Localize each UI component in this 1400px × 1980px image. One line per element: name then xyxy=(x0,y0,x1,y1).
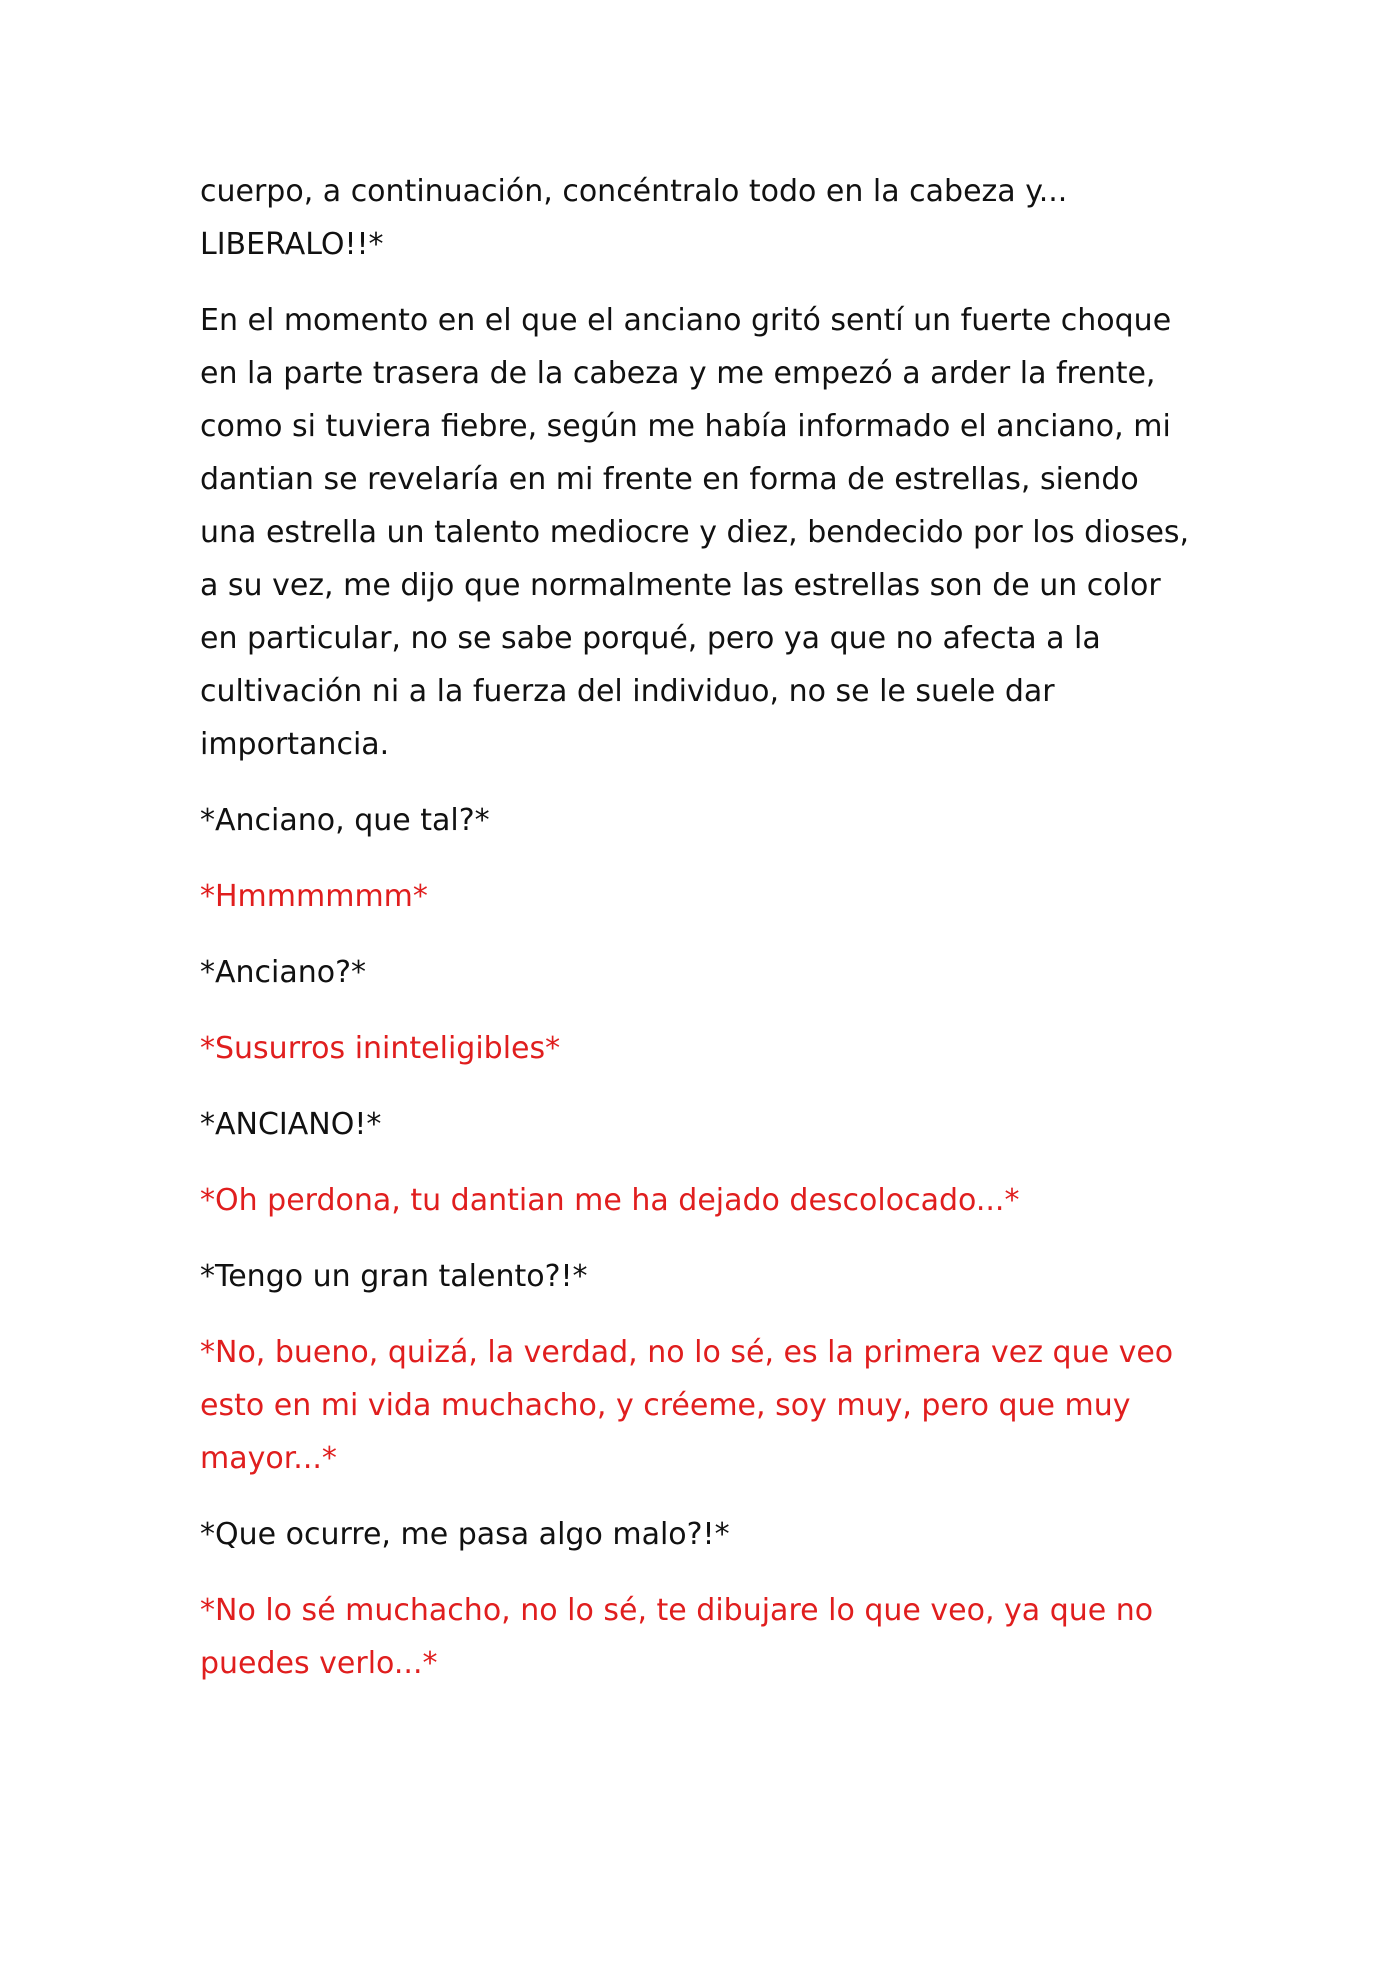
text-line: a su vez, me dijo que normalmente las estrellas son de un color xyxy=(200,568,1161,603)
narration-paragraph xyxy=(200,294,1220,771)
narration-paragraph xyxy=(200,946,1220,999)
text-line: mayor...* xyxy=(200,1441,337,1476)
elder-dialogue-paragraph xyxy=(200,1326,1220,1485)
text-line: En el momento en el que el anciano gritó sentí un fuerte choque xyxy=(200,303,1172,338)
text-line: cultivación ni a la fuerza del individuo, no se le suele dar xyxy=(200,674,1055,709)
text-line: LIBERALO!!* xyxy=(200,227,384,262)
text-line: esto en mi vida muchacho, y créeme, soy muy, pero que muy xyxy=(200,1388,1131,1423)
text-line: *Anciano, que tal?* xyxy=(200,803,490,838)
text-line: dantian se revelaría en mi frente en forma de estrellas, siendo xyxy=(200,462,1139,497)
narration-paragraph xyxy=(200,1250,1220,1303)
text-line: puedes verlo...* xyxy=(200,1646,438,1681)
text-line: *Hmmmmmm* xyxy=(200,879,428,914)
document-body xyxy=(200,165,1220,1713)
text-line: importancia. xyxy=(200,727,390,762)
text-line: cuerpo, a continuación, concéntralo todo en la cabeza y... xyxy=(200,174,1068,209)
text-line: en la parte trasera de la cabeza y me empezó a arder la frente, xyxy=(200,356,1156,391)
text-line: *ANCIANO!* xyxy=(200,1107,382,1142)
text-line: *Susurros ininteligibles* xyxy=(200,1031,561,1066)
text-line: en particular, no se sabe porqué, pero ya que no afecta a la xyxy=(200,621,1101,656)
text-line: *Tengo un gran talento?!* xyxy=(200,1259,588,1294)
text-line: como si tuviera fiebre, según me había informado el anciano, mi xyxy=(200,409,1171,444)
narration-paragraph xyxy=(200,794,1220,847)
text-line: *No lo sé muchacho, no lo sé, te dibujare lo que veo, ya que no xyxy=(200,1593,1154,1628)
text-line: una estrella un talento mediocre y diez, bendecido por los dioses, xyxy=(200,515,1190,550)
elder-dialogue-paragraph xyxy=(200,1022,1220,1075)
text-line: *Que ocurre, me pasa algo malo?!* xyxy=(200,1517,730,1552)
elder-dialogue-paragraph xyxy=(200,1584,1220,1690)
elder-dialogue-paragraph xyxy=(200,870,1220,923)
elder-dialogue-paragraph xyxy=(200,1174,1220,1227)
narration-paragraph xyxy=(200,1508,1220,1561)
text-line: *Anciano?* xyxy=(200,955,367,990)
text-line: *No, bueno, quizá, la verdad, no lo sé, es la primera vez que veo xyxy=(200,1335,1174,1370)
narration-paragraph xyxy=(200,165,1220,271)
narration-paragraph xyxy=(200,1098,1220,1151)
text-line: *Oh perdona, tu dantian me ha dejado descolocado...* xyxy=(200,1183,1020,1218)
